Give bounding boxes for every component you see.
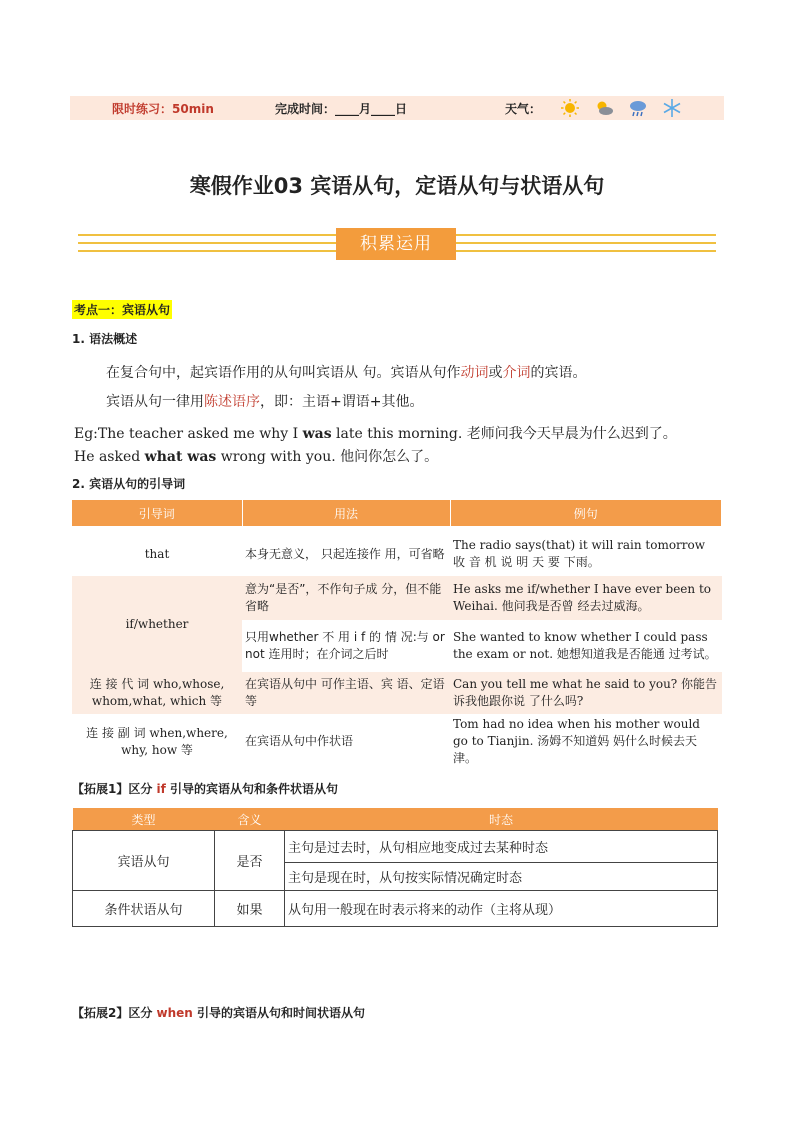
table-cell: 本身无意义， 只起连接作 用，可省略: [245, 546, 445, 561]
extension-text: 【拓展1】区分: [72, 782, 157, 796]
highlight-verb: 动词: [460, 365, 489, 381]
table-row: [72, 576, 722, 620]
table-row: [72, 672, 722, 714]
if-clause-table: [72, 808, 718, 927]
example-bold: what was: [144, 449, 217, 465]
overview-text: 宾语从句一律用: [106, 394, 204, 410]
extension-1-title: [72, 780, 338, 797]
table-cell: 连 接 代 词 who,whose, whom,what, which 等: [72, 672, 242, 714]
column-header: 类型: [73, 808, 215, 831]
overview-text: 的宾语。: [530, 365, 587, 381]
example-text: He asked: [74, 449, 145, 465]
example-sentence-2: [74, 446, 438, 466]
page-title: 寒假作业03 宾语从句，定语从句与状语从句: [189, 174, 605, 198]
example-sentence-1: [74, 423, 677, 443]
time-limit-label: 限时练习：50min: [112, 102, 214, 116]
connectives-table: [72, 500, 722, 769]
overview-line-2: [106, 391, 423, 411]
rain-icon[interactable]: [628, 98, 648, 118]
table-cell: She wanted to know whether I could pass the exam or not. 她想知道我是否能通 过考试。: [450, 620, 722, 672]
example-bold: was: [302, 426, 332, 442]
table-cell: 主句是现在时，从句按实际情况确定时态: [285, 863, 718, 891]
highlight-declarative-order: 陈述语序: [204, 394, 260, 410]
table-cell: 是否: [215, 831, 285, 891]
key-point-label: 考点一：宾语从句: [72, 300, 172, 319]
table-cell: 连 接 副 词 when,where, why, how 等: [86, 725, 228, 757]
snowflake-icon[interactable]: [662, 98, 682, 118]
table-cell: 条件状语从句: [73, 891, 215, 927]
table-cell: The radio says(that) it will rain tomorrow 收 音 机 说 明 天 要 下雨。: [453, 538, 706, 569]
example-text: late this morning. 老师问我今天早晨为什么迟到了。: [331, 426, 677, 442]
section-banner: 积累运用: [336, 228, 456, 260]
table-row: [72, 714, 722, 769]
example-text: wrong with you. 他问你怎么了。: [216, 449, 439, 465]
column-header: 用法: [242, 500, 450, 526]
column-header: 含义: [215, 808, 285, 831]
table-cell: that: [144, 546, 170, 561]
table-cell: 在宾语从句中作状语: [245, 734, 354, 748]
column-header: 例句: [450, 500, 722, 526]
header-bar: [70, 96, 724, 120]
sun-icon[interactable]: [560, 98, 580, 118]
table-cell: 主句是过去时，从句相应地变成过去某种时态: [285, 831, 718, 863]
column-header: 时态: [285, 808, 718, 831]
section2-heading: 2. 宾语从句的引导词: [72, 477, 186, 491]
table-row: [72, 532, 722, 576]
column-header: 引导词: [72, 500, 242, 526]
table-cell: Can you tell me what he said to you? 你能告诉我他跟你说 了什么吗?: [450, 672, 722, 714]
highlight-preposition: 介词: [502, 365, 531, 381]
table-cell: 宾语从句: [73, 831, 215, 891]
table-cell: 在宾语从句中 可作主语、宾 语、定语等: [242, 672, 450, 714]
partly-cloudy-icon[interactable]: [594, 98, 614, 118]
table-row: [73, 831, 718, 863]
weather-label: 天气：: [505, 102, 542, 116]
table-cell: Tom had no idea when his mother would go to Tianjin. 汤姆不知道妈 妈什么时候去天津。: [453, 717, 700, 765]
extension-2-title: [72, 1004, 365, 1021]
extension-keyword: when: [156, 1006, 193, 1020]
completion-time-label: 完成时间：____月____日: [275, 102, 408, 116]
table-cell: 只用whether 不 用 i f 的 情 况:与 or not 连用时；在介词之后时: [242, 620, 450, 672]
table-header-row: [72, 500, 722, 526]
table-cell: 意为“是否”，不作句子成 分，但不能 省略: [242, 576, 450, 620]
table-cell: He asks me if/whether I have ever been to Weihai. 他问我是否曾 经去过威海。: [450, 576, 722, 620]
overview-line-1: [106, 362, 586, 382]
overview-text: 或: [488, 365, 503, 381]
overview-text: 在复合句中，起宾语作用的从句叫宾语从 句。宾语从句作: [106, 365, 461, 381]
section1-heading: 1. 语法概述: [72, 332, 138, 346]
table-cell: if/whether: [72, 576, 242, 672]
extension-text: 引导的宾语从句和时间状语从句: [192, 1006, 366, 1020]
table-cell: 如果: [215, 891, 285, 927]
overview-text: ，即：主语+谓语+其他。: [260, 394, 424, 410]
extension-text: 【拓展2】区分: [72, 1006, 157, 1020]
example-text: Eg:The teacher asked me why I: [74, 426, 303, 442]
table-row: [73, 891, 718, 927]
extension-text: 引导的宾语从句和条件状语从句: [165, 782, 339, 796]
extension-keyword: if: [156, 782, 166, 796]
table-cell: 从句用一般现在时表示将来的动作（主将从现）: [285, 891, 718, 927]
table-header-row: [73, 808, 718, 831]
